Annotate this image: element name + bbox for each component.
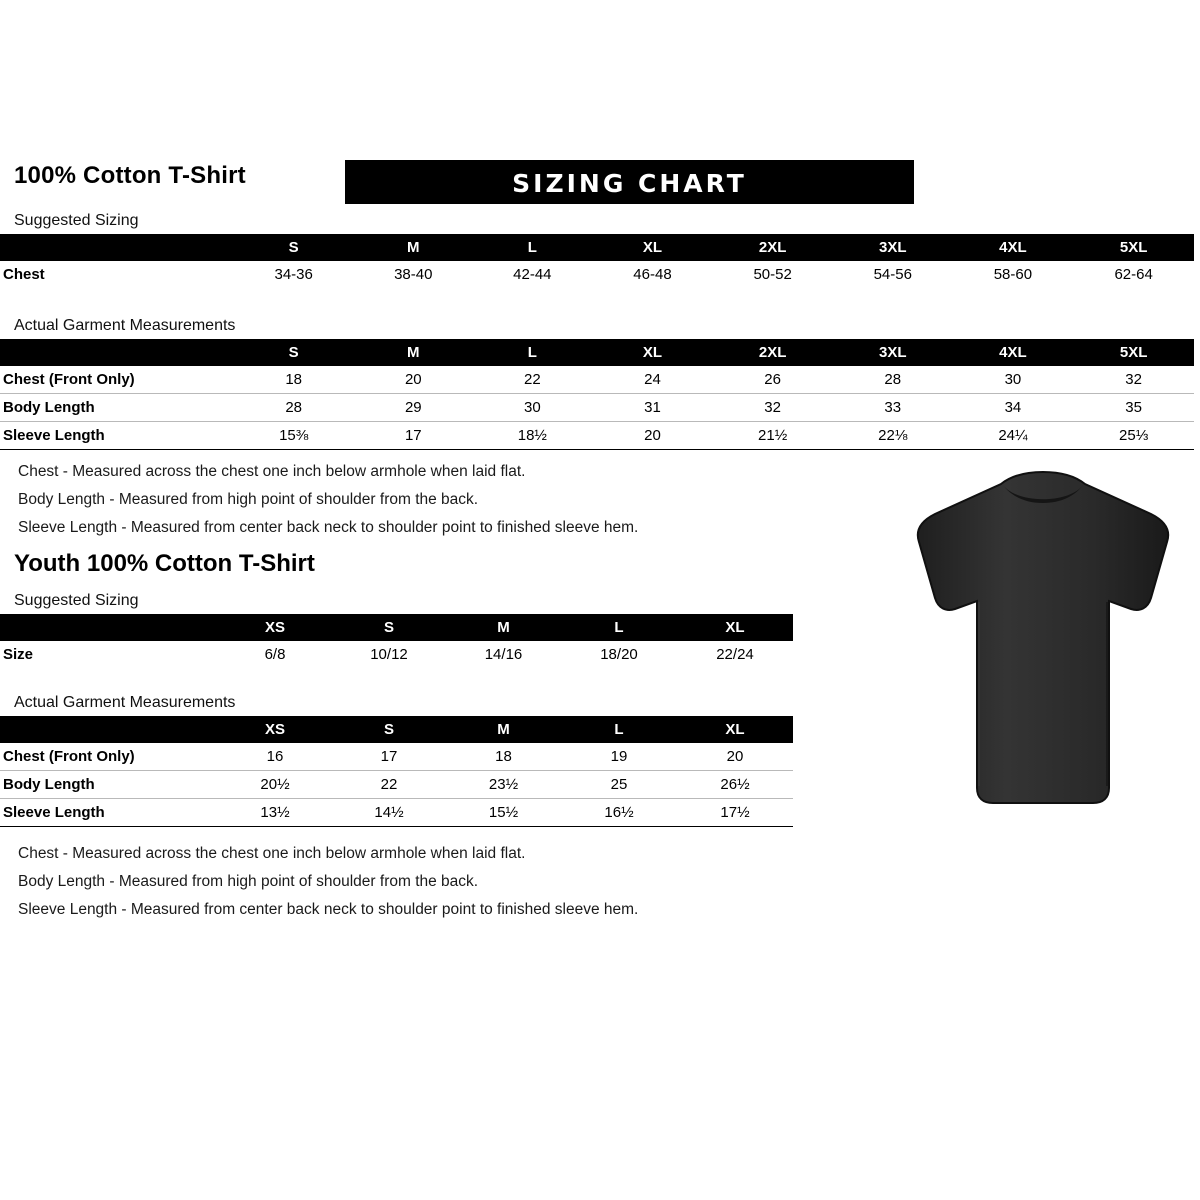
youth-note-sleeve-length: Sleeve Length - Measured from center back neck to shoulder point to finished sleeve hem. xyxy=(18,901,639,918)
column-header xyxy=(0,234,233,261)
table-cell: 15½ xyxy=(446,799,561,827)
table-cell: 58-60 xyxy=(993,266,1033,283)
table-header-row xyxy=(0,614,793,641)
table-cell: 26½ xyxy=(677,771,793,799)
column-header: S xyxy=(332,614,446,641)
table-cell: 16 xyxy=(218,743,332,771)
table-cell: 42-44 xyxy=(513,266,552,283)
table-cell: 21½ xyxy=(712,422,833,450)
table-cell: 30 xyxy=(472,394,593,422)
table-cell: 17 xyxy=(332,743,446,771)
column-header: 4XL xyxy=(953,339,1074,366)
table-cell: 20½ xyxy=(218,771,332,799)
column-header xyxy=(0,614,218,641)
table-cell: 16½ xyxy=(561,799,677,827)
column-header: XS xyxy=(218,716,332,743)
table-header-row xyxy=(0,339,1194,366)
table-row xyxy=(0,366,1194,394)
column-header: XL xyxy=(677,614,793,641)
table-cell: 20 xyxy=(677,743,793,771)
table-cell: 46-48 xyxy=(633,266,672,283)
tshirt-illustration xyxy=(893,470,1193,820)
tshirt-icon xyxy=(893,470,1193,820)
table-cell: 19 xyxy=(561,743,677,771)
row-label: Body Length xyxy=(0,394,233,422)
table-cell: 20 xyxy=(355,366,472,394)
column-header: 2XL xyxy=(712,339,833,366)
table-cell: 26 xyxy=(712,366,833,394)
table-row xyxy=(0,771,793,799)
table-cell: 28 xyxy=(233,394,355,422)
column-header: 4XL xyxy=(953,234,1074,261)
column-header: M xyxy=(446,614,561,641)
sizing-chart-banner-label: SIZING CHART xyxy=(512,169,747,198)
table-cell: 22 xyxy=(472,366,593,394)
column-header: 3XL xyxy=(833,234,953,261)
column-header: L xyxy=(561,614,677,641)
table-cell: 18/20 xyxy=(600,646,638,663)
adult-actual-measurements-label: Actual Garment Measurements xyxy=(14,317,236,334)
table-row xyxy=(0,394,1194,422)
table-cell: 50-52 xyxy=(753,266,792,283)
table-cell: 22 xyxy=(332,771,446,799)
column-header: M xyxy=(446,716,561,743)
column-header: XL xyxy=(593,339,713,366)
adult-note-chest: Chest - Measured across the chest one inch below armhole when laid flat. xyxy=(18,463,526,480)
adult-actual-measurements-table xyxy=(0,339,1194,450)
adult-note-sleeve-length: Sleeve Length - Measured from center back neck to shoulder point to finished sleeve hem. xyxy=(18,519,639,536)
table-cell: 24¼ xyxy=(953,422,1074,450)
column-header: 2XL xyxy=(712,234,833,261)
table-row xyxy=(0,799,793,827)
table-cell: 17 xyxy=(355,422,472,450)
table-cell: 25⅓ xyxy=(1073,422,1194,450)
table-cell: 14/16 xyxy=(484,646,523,663)
table-cell: 34 xyxy=(953,394,1074,422)
column-header: S xyxy=(332,716,446,743)
column-header: XL xyxy=(593,234,713,261)
column-header: S xyxy=(233,339,355,366)
column-header xyxy=(0,716,218,743)
table-cell: 62-64 xyxy=(1114,266,1153,283)
row-label: Chest xyxy=(3,266,45,283)
column-header: XS xyxy=(218,614,332,641)
column-header: S xyxy=(233,234,355,261)
table-cell: 14½ xyxy=(332,799,446,827)
row-label: Sleeve Length xyxy=(0,799,218,827)
column-header: L xyxy=(472,234,593,261)
table-cell: 17½ xyxy=(677,799,793,827)
table-cell: 18 xyxy=(446,743,561,771)
column-header xyxy=(0,339,233,366)
table-cell: 10/12 xyxy=(370,646,408,663)
table-cell: 30 xyxy=(953,366,1074,394)
column-header: 3XL xyxy=(833,339,953,366)
youth-note-chest: Chest - Measured across the chest one inch below armhole when laid flat. xyxy=(18,845,526,862)
table-cell: 22⅛ xyxy=(833,422,953,450)
column-header: XL xyxy=(677,716,793,743)
sizing-chart-banner xyxy=(345,160,914,204)
table-cell: 25 xyxy=(561,771,677,799)
table-row xyxy=(0,261,1194,288)
adult-suggested-sizing-table xyxy=(0,234,1194,288)
column-header: M xyxy=(355,339,472,366)
table-cell: 28 xyxy=(833,366,953,394)
table-cell: 24 xyxy=(593,366,713,394)
table-cell: 6/8 xyxy=(264,646,286,663)
adult-note-body-length: Body Length - Measured from high point of shoulder from the back. xyxy=(18,491,479,508)
youth-note-body-length: Body Length - Measured from high point of shoulder from the back. xyxy=(18,873,479,890)
table-cell: 38-40 xyxy=(394,266,433,283)
youth-section-title: Youth 100% Cotton T-Shirt xyxy=(14,550,315,577)
column-header: L xyxy=(561,716,677,743)
table-header-row xyxy=(0,716,793,743)
table-cell: 34-36 xyxy=(274,266,313,283)
table-cell: 54-56 xyxy=(873,266,912,283)
table-cell: 13½ xyxy=(218,799,332,827)
table-cell: 31 xyxy=(593,394,713,422)
adult-suggested-sizing-label: Suggested Sizing xyxy=(14,212,139,229)
youth-suggested-sizing-label: Suggested Sizing xyxy=(14,592,139,609)
table-cell: 29 xyxy=(355,394,472,422)
table-cell: 32 xyxy=(1073,366,1194,394)
table-cell: 15⅜ xyxy=(233,422,355,450)
row-label: Size xyxy=(3,646,34,663)
table-row xyxy=(0,422,1194,450)
row-label: Body Length xyxy=(0,771,218,799)
column-header: 5XL xyxy=(1073,234,1194,261)
table-row xyxy=(0,743,793,771)
column-header: L xyxy=(472,339,593,366)
table-row xyxy=(0,641,793,668)
table-cell: 18 xyxy=(233,366,355,394)
row-label: Chest (Front Only) xyxy=(0,743,218,771)
row-label: Chest (Front Only) xyxy=(0,366,233,394)
chart-header xyxy=(14,160,1200,204)
youth-actual-measurements-label: Actual Garment Measurements xyxy=(14,694,236,711)
column-header: 5XL xyxy=(1073,339,1194,366)
column-header: M xyxy=(355,234,472,261)
table-cell: 20 xyxy=(593,422,713,450)
page-title: 100% Cotton T-Shirt xyxy=(14,162,246,189)
youth-suggested-sizing-table xyxy=(0,614,793,668)
table-cell: 18½ xyxy=(472,422,593,450)
table-header-row xyxy=(0,234,1194,261)
table-cell: 32 xyxy=(712,394,833,422)
table-cell: 35 xyxy=(1073,394,1194,422)
table-cell: 23½ xyxy=(446,771,561,799)
youth-actual-measurements-table xyxy=(0,716,793,827)
table-cell: 22/24 xyxy=(716,646,754,663)
table-cell: 33 xyxy=(833,394,953,422)
row-label: Sleeve Length xyxy=(0,422,233,450)
